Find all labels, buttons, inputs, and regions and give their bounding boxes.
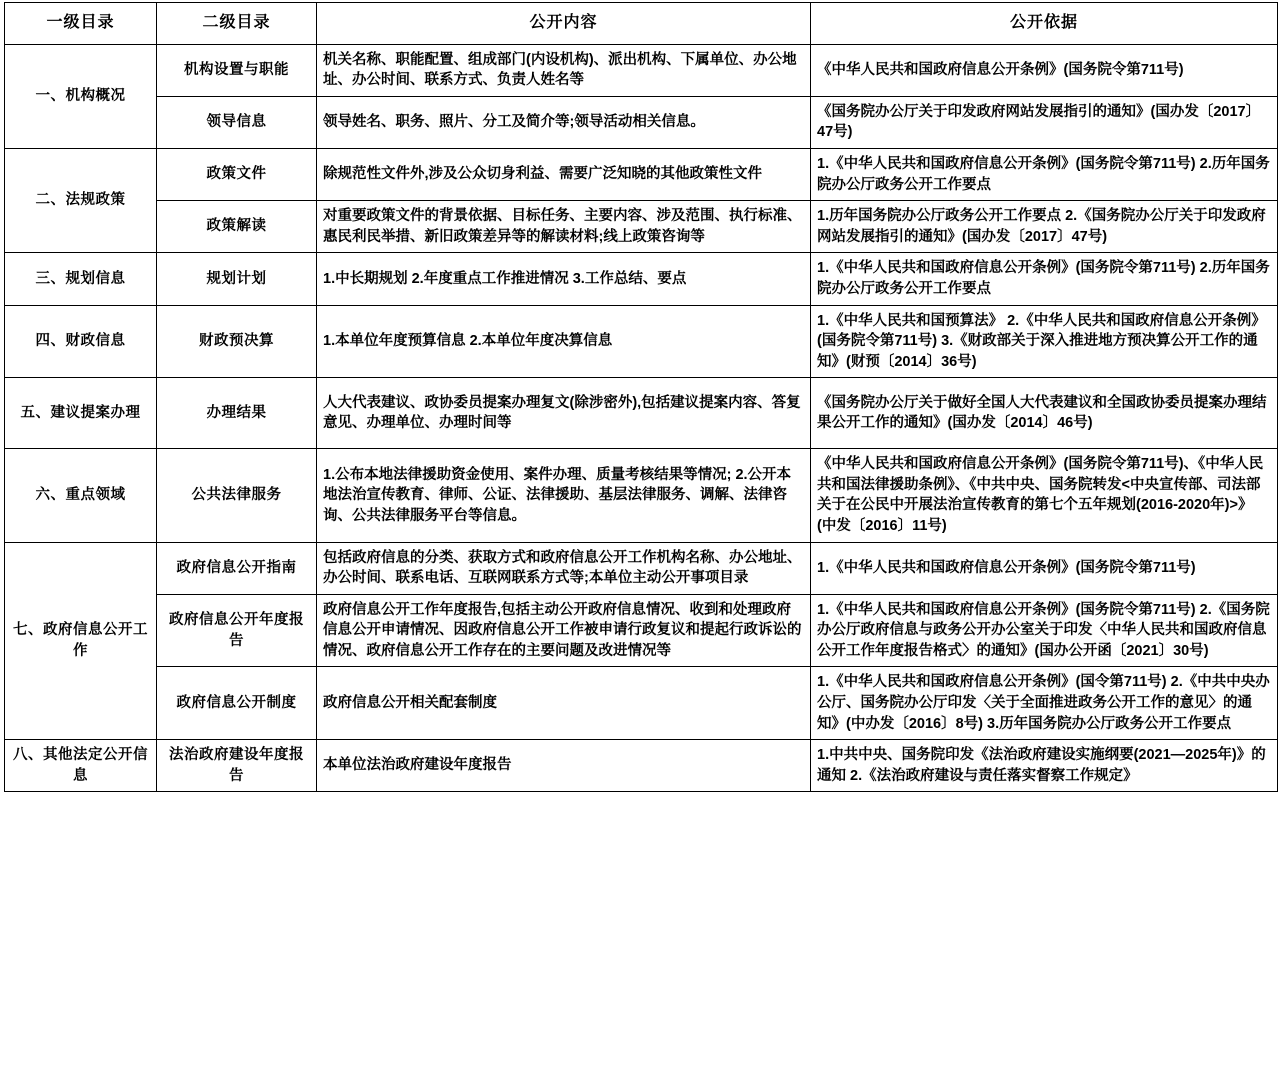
- table-row: [5, 253, 1278, 305]
- cell-disclosure-content: 1.中长期规划 2.年度重点工作推进情况 3.工作总结、要点: [317, 253, 811, 305]
- cell-disclosure-basis: 1.《中华人民共和国政府信息公开条例》(国务院令第711号) 2.历年国务院办公厅政务公开工作要点: [811, 253, 1278, 305]
- cell-disclosure-basis: 1.《中华人民共和国政府信息公开条例》(国令第711号) 2.《中共中央办公厅、国务院办公厅印发〈关于全面推进政务公开工作的意见〉的通知》(中办发〔2016〕8号) 3.历年国务院办公厅政务公开工作要点: [811, 667, 1278, 740]
- cell-disclosure-basis: 1.《中华人民共和国政府信息公开条例》(国务院令第711号) 2.《国务院办公厅政府信息与政务公开办公室关于印发〈中华人民共和国政府信息公开工作年度报告格式〉的通知》(国办公开函〔2021〕30号): [811, 594, 1278, 667]
- cell-disclosure-content: 本单位法治政府建设年度报告: [317, 740, 811, 792]
- table-header: [5, 3, 1278, 45]
- column-header-disclosure-content: 公开内容: [317, 3, 811, 45]
- cell-disclosure-basis: 1.《中华人民共和国政府信息公开条例》(国务院令第711号) 2.历年国务院办公厅政务公开工作要点: [811, 149, 1278, 201]
- cell-secondary-catalog: 政策解读: [157, 201, 317, 253]
- table-body: [5, 44, 1278, 792]
- cell-primary-catalog: 四、财政信息: [5, 305, 157, 378]
- cell-secondary-catalog: 机构设置与职能: [157, 44, 317, 96]
- cell-secondary-catalog: 政府信息公开制度: [157, 667, 317, 740]
- table-row: [5, 305, 1278, 378]
- cell-disclosure-basis: 1.中共中央、国务院印发《法治政府建设实施纲要(2021—2025年)》的通知 2.《法治政府建设与责任落实督察工作规定》: [811, 740, 1278, 792]
- cell-primary-catalog: 一、机构概况: [5, 44, 157, 148]
- table-row: [5, 594, 1278, 667]
- cell-primary-catalog: 三、规划信息: [5, 253, 157, 305]
- cell-primary-catalog: 六、重点领域: [5, 449, 157, 542]
- cell-secondary-catalog: 法治政府建设年度报告: [157, 740, 317, 792]
- cell-secondary-catalog: 政府信息公开指南: [157, 542, 317, 594]
- cell-primary-catalog: 八、其他法定公开信息: [5, 740, 157, 792]
- table-row: [5, 542, 1278, 594]
- cell-disclosure-basis: 1.《中华人民共和国预算法》 2.《中华人民共和国政府信息公开条例》(国务院令第711号) 3.《财政部关于深入推进地方预决算公开工作的通知》(财预〔2014〕36号): [811, 305, 1278, 378]
- column-header-disclosure-basis: 公开依据: [811, 3, 1278, 45]
- cell-disclosure-content: 包括政府信息的分类、获取方式和政府信息公开工作机构名称、办公地址、办公时间、联系电话、互联网联系方式等;本单位主动公开事项目录: [317, 542, 811, 594]
- cell-disclosure-basis: 《国务院办公厅关于做好全国人大代表建议和全国政协委员提案办理结果公开工作的通知》(国办发〔2014〕46号): [811, 378, 1278, 449]
- cell-secondary-catalog: 公共法律服务: [157, 449, 317, 542]
- cell-primary-catalog: 五、建议提案办理: [5, 378, 157, 449]
- cell-disclosure-content: 领导姓名、职务、照片、分工及简介等;领导活动相关信息。: [317, 96, 811, 148]
- cell-secondary-catalog: 政策文件: [157, 149, 317, 201]
- cell-secondary-catalog: 规划计划: [157, 253, 317, 305]
- table-row: [5, 44, 1278, 96]
- table-row: [5, 201, 1278, 253]
- cell-disclosure-basis: 《国务院办公厅关于印发政府网站发展指引的通知》(国办发〔2017〕47号): [811, 96, 1278, 148]
- cell-secondary-catalog: 政府信息公开年度报告: [157, 594, 317, 667]
- cell-disclosure-content: 对重要政策文件的背景依据、目标任务、主要内容、涉及范围、执行标准、惠民利民举措、新旧政策差异等的解读材料;线上政策咨询等: [317, 201, 811, 253]
- table-row: [5, 449, 1278, 542]
- cell-disclosure-content: 除规范性文件外,涉及公众切身利益、需要广泛知晓的其他政策性文件: [317, 149, 811, 201]
- column-header-primary-catalog: 一级目录: [5, 3, 157, 45]
- cell-secondary-catalog: 财政预决算: [157, 305, 317, 378]
- cell-disclosure-basis: 1.《中华人民共和国政府信息公开条例》(国务院令第711号): [811, 542, 1278, 594]
- table-row: [5, 96, 1278, 148]
- table-header-row: [5, 3, 1278, 45]
- cell-disclosure-content: 机关名称、职能配置、组成部门(内设机构)、派出机构、下属单位、办公地址、办公时间、联系方式、负责人姓名等: [317, 44, 811, 96]
- cell-primary-catalog: 二、法规政策: [5, 149, 157, 253]
- cell-primary-catalog: 七、政府信息公开工作: [5, 542, 157, 740]
- cell-disclosure-basis: 《中华人民共和国政府信息公开条例》(国务院令第711号)、《中华人民共和国法律援助条例》、《中共中央、国务院转发<中央宣传部、司法部关于在公民中开展法治宣传教育的第七个五年规划(2016-2020年)>》(中发〔2016〕11号): [811, 449, 1278, 542]
- cell-disclosure-basis: 1.历年国务院办公厅政务公开工作要点 2.《国务院办公厅关于印发政府网站发展指引的通知》(国办发〔2017〕47号): [811, 201, 1278, 253]
- cell-secondary-catalog: 领导信息: [157, 96, 317, 148]
- table-row: [5, 740, 1278, 792]
- cell-disclosure-basis: 《中华人民共和国政府信息公开条例》(国务院令第711号): [811, 44, 1278, 96]
- cell-disclosure-content: 人大代表建议、政协委员提案办理复文(除涉密外),包括建议提案内容、答复意见、办理单位、办理时间等: [317, 378, 811, 449]
- cell-disclosure-content: 1.本单位年度预算信息 2.本单位年度决算信息: [317, 305, 811, 378]
- table-row: [5, 149, 1278, 201]
- column-header-secondary-catalog: 二级目录: [157, 3, 317, 45]
- table-row: [5, 667, 1278, 740]
- cell-disclosure-content: 政府信息公开相关配套制度: [317, 667, 811, 740]
- table-row: [5, 378, 1278, 449]
- information-disclosure-catalog-table: [4, 2, 1278, 792]
- cell-secondary-catalog: 办理结果: [157, 378, 317, 449]
- cell-disclosure-content: 政府信息公开工作年度报告,包括主动公开政府信息情况、收到和处理政府信息公开申请情况、因政府信息公开工作被申请行政复议和提起行政诉讼的情况、政府信息公开工作存在的主要问题及改进情况等: [317, 594, 811, 667]
- cell-disclosure-content: 1.公布本地法律援助资金使用、案件办理、质量考核结果等情况; 2.公开本地法治宣传教育、律师、公证、法律援助、基层法律服务、调解、法律咨询、公共法律服务平台等信息。: [317, 449, 811, 542]
